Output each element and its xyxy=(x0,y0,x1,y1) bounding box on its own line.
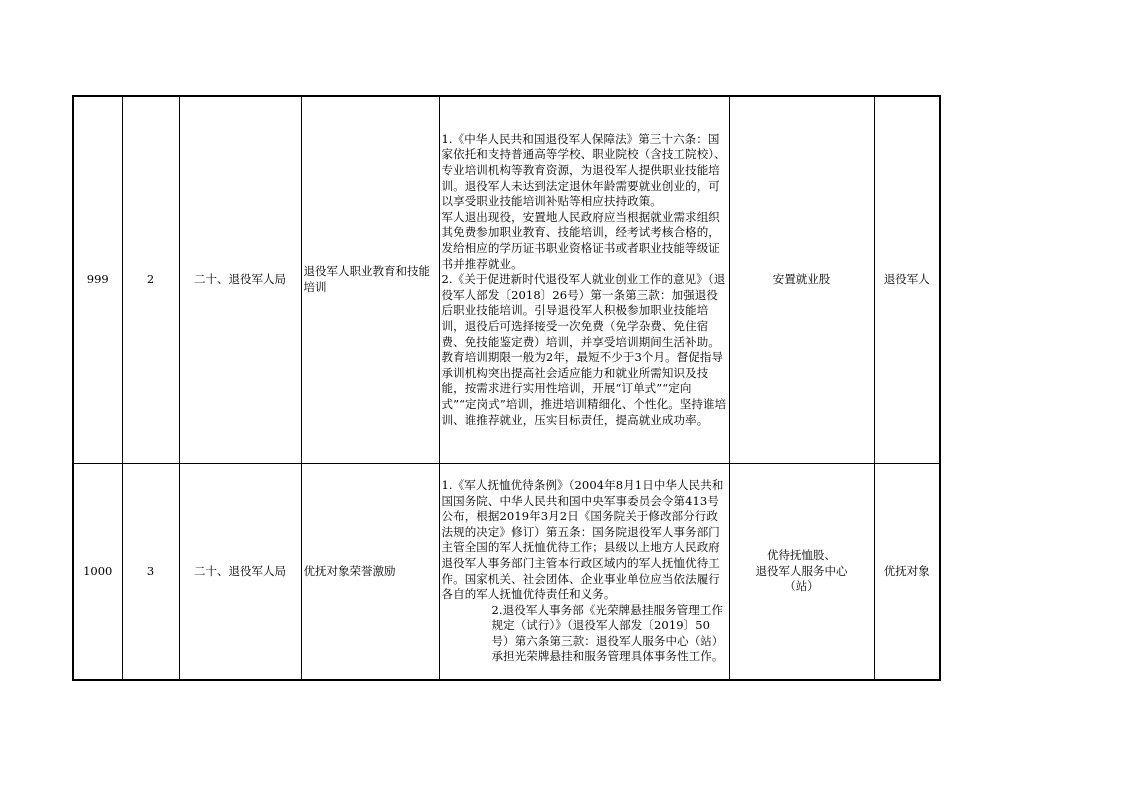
table-row xyxy=(73,96,940,464)
legal-basis-paragraph: 1.《中华人民共和国退役军人保障法》第三十六条：国家依托和支持普通高等学校、职业院校（含技工院校）、专业培训机构等教育资源，为退役军人提供职业技能培训。退役军人未达到法定退休年龄需要就业创业的，可以享受职业技能培训补贴等相应扶持政策。 xyxy=(441,131,726,209)
services-table xyxy=(72,95,941,681)
responsible-unit-line: 优待抚恤股、 xyxy=(767,548,836,563)
legal-basis-paragraph: 2.退役军人事务部《光荣牌悬挂服务管理工作规定（试行）》（退役军人部发〔2019〕50号）第六条第三款：退役军人服务中心（站）承担光荣牌悬挂和服务管理具体事务性工作。 xyxy=(491,602,724,664)
legal-basis-paragraph: 2.《关于促进新时代退役军人就业创业工作的意见》（退役军人部发〔2018〕26号）第一条第三款：加强退役后职业技能培训。引导退役军人积极参加职业技能培训，退役后可选择接受一次免费（免学杂费、免住宿费、免技能鉴定费）培训，并享受培训期间生活补助。 教育培训期限一般为2年，最短不少于3个月。督促指导承训机构突出提高社会适应能力和就业所需知识及技能，按需求进行实用性培训，开展“订单式”“定向式”“定岗式”培训，推进培训精细化、个性化。坚持谁培训、谁推荐就业，压实目标责任，提高就业成功率。 xyxy=(441,272,727,427)
table-row xyxy=(73,464,940,681)
serial-number-cell: 1000 xyxy=(73,464,122,681)
service-item-cell: 退役军人职业教育和技能培训 xyxy=(301,96,439,464)
responsible-unit-line: 退役军人服务中心 xyxy=(755,563,848,578)
target-group-cell: 优抚对象 xyxy=(874,464,940,681)
target-group-cell: 退役军人 xyxy=(874,96,940,464)
item-number-cell: 3 xyxy=(122,464,179,681)
department-cell: 二十、退役军人局 xyxy=(179,96,301,464)
legal-basis-cell xyxy=(439,96,729,464)
legal-basis-paragraph: 军人退出现役，安置地人民政府应当根据就业需求组织其免费参加职业教育、技能培训，经考试考核合格的，发给相应的学历证书职业资格证书或者职业技能等级证书并推荐就业。 xyxy=(441,209,720,271)
item-number-cell: 2 xyxy=(122,96,179,464)
legal-basis-paragraph: 1.《军人抚恤优待条例》（2004年8月1日中华人民共和国国务院、中华人民共和国中央军事委员会令第413号公布，根据2019年3月2日《国务院关于修改部分行政法规的决定》修订）第五条：国务院退役军人事务部门主管全国的军人抚恤优待工作；县级以上地方人民政府退役军人事务部门主管本行政区域内的军人抚恤优待工作。国家机关、社会团体、企业事业单位应当依法履行各自的军人抚恤优待责任和义务。 xyxy=(441,477,724,602)
service-item-cell: 优抚对象荣誉激励 xyxy=(301,464,439,681)
responsible-unit-cell: 安置就业股 xyxy=(729,96,874,464)
serial-number-cell: 999 xyxy=(73,96,122,464)
responsible-unit-line: （站） xyxy=(784,579,819,594)
responsible-unit-cell xyxy=(729,464,874,681)
department-cell: 二十、退役军人局 xyxy=(179,464,301,681)
legal-basis-cell xyxy=(439,464,729,681)
